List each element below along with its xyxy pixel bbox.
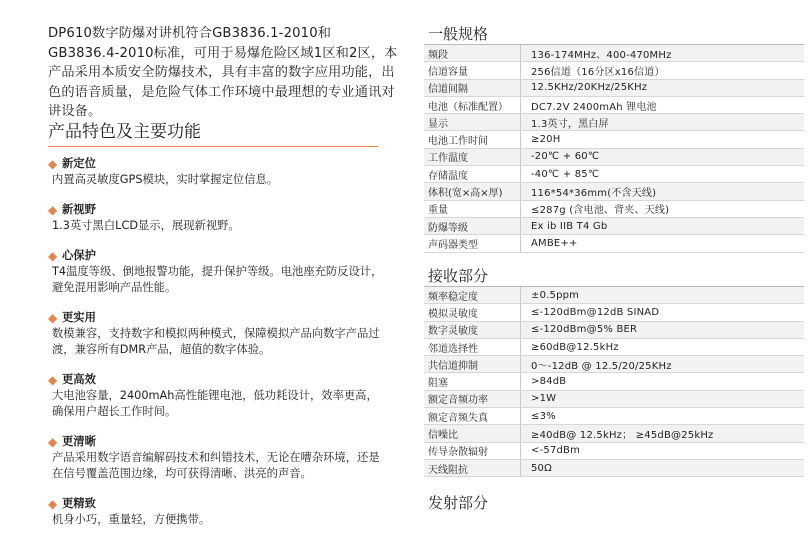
table-row bbox=[424, 321, 804, 338]
spec-value: 0～-12dB @ 12.5/20/25KHz bbox=[521, 356, 805, 373]
spec-key: 重量 bbox=[424, 200, 521, 217]
feature-item bbox=[48, 310, 388, 358]
feature-title: 更高效 bbox=[62, 373, 96, 386]
spec-key: 共信道抑制 bbox=[424, 356, 521, 373]
spec-key: 电池（标准配置） bbox=[424, 96, 521, 113]
spec-key: 数字灵敏度 bbox=[424, 321, 521, 338]
feature-desc: 大电池容量，2400mAh高性能锂电池，低功耗设计，效率更高，确保用户超长工作时间。 bbox=[52, 389, 378, 418]
feature-title: 更精致 bbox=[62, 497, 96, 510]
spec-key: 信道间隔 bbox=[424, 79, 521, 96]
spec-key: 额定音频功率 bbox=[424, 390, 521, 407]
transmit-spec-title: 发射部分 bbox=[428, 494, 489, 512]
table-row bbox=[424, 217, 804, 234]
spec-key: 存储温度 bbox=[424, 166, 521, 183]
diamond-bullet-icon: ◆ bbox=[48, 249, 58, 263]
spec-value: ≥40dB@ 12.5kHz； ≥45dB@25kHz bbox=[521, 425, 805, 442]
feature-title: 心保护 bbox=[62, 249, 96, 262]
diamond-bullet-icon: ◆ bbox=[48, 373, 58, 387]
feature-desc: 数模兼容，支持数字和模拟两种模式，保障模拟产品向数字产品过渡，兼容所有DMR产品，超值的数字体验。 bbox=[52, 327, 380, 356]
table-row bbox=[424, 62, 804, 79]
spec-value: ≥20H bbox=[521, 131, 805, 148]
table-row bbox=[424, 200, 804, 217]
diamond-bullet-icon: ◆ bbox=[48, 311, 58, 325]
table-row bbox=[424, 166, 804, 183]
spec-value: ±0.5ppm bbox=[521, 287, 805, 304]
feature-desc: T4温度等级、倒地报警功能，提升保护等级。电池座充防反设计，避免混用影响产品性能。 bbox=[52, 265, 383, 294]
receive-spec-title: 接收部分 bbox=[424, 266, 804, 287]
general-spec-title: 一般规格 bbox=[424, 24, 804, 45]
general-spec-section bbox=[424, 24, 804, 253]
spec-key: 体积(宽×高×厚) bbox=[424, 183, 521, 200]
diamond-bullet-icon: ◆ bbox=[48, 157, 58, 171]
spec-key: 阻塞 bbox=[424, 373, 521, 390]
spec-value: 256信道（16分区x16信道） bbox=[521, 62, 805, 79]
spec-key: 信噪比 bbox=[424, 425, 521, 442]
feature-desc: 1.3英寸黑白LCD显示，展现新视野。 bbox=[52, 219, 240, 232]
spec-key: 电池工作时间 bbox=[424, 131, 521, 148]
diamond-bullet-icon: ◆ bbox=[48, 497, 58, 511]
table-row bbox=[424, 183, 804, 200]
spec-key: 防爆等级 bbox=[424, 217, 521, 234]
diamond-bullet-icon: ◆ bbox=[48, 203, 58, 217]
feature-title: 新定位 bbox=[62, 157, 96, 170]
feature-item bbox=[48, 496, 388, 528]
table-row bbox=[424, 45, 804, 62]
spec-value: >84dB bbox=[521, 373, 805, 390]
general-spec-table bbox=[424, 45, 804, 253]
receive-spec-section bbox=[424, 266, 804, 477]
table-row bbox=[424, 114, 804, 131]
table-row bbox=[424, 235, 804, 252]
table-row bbox=[424, 459, 804, 476]
spec-key: 传导杂散辐射 bbox=[424, 442, 521, 459]
spec-key: 信道容量 bbox=[424, 62, 521, 79]
spec-value: DC7.2V 2400mAh 锂电池 bbox=[521, 96, 805, 113]
features-heading: 产品特色及主要功能 bbox=[48, 120, 378, 147]
table-row bbox=[424, 442, 804, 459]
spec-value: ≥60dB@12.5kHz bbox=[521, 338, 805, 355]
table-row bbox=[424, 131, 804, 148]
table-row bbox=[424, 96, 804, 113]
feature-desc: 内置高灵敏度GPS模块，实时掌握定位信息。 bbox=[52, 173, 279, 186]
spec-value: -20℃ + 60℃ bbox=[521, 148, 805, 165]
spec-key: 工作温度 bbox=[424, 148, 521, 165]
transmit-spec-section bbox=[424, 493, 804, 513]
spec-value: 116*54*36mm(不含天线) bbox=[521, 183, 805, 200]
spec-key: 频率稳定度 bbox=[424, 287, 521, 304]
table-row bbox=[424, 373, 804, 390]
table-row bbox=[424, 356, 804, 373]
receive-spec-table bbox=[424, 287, 804, 477]
spec-value: ≤287g (含电池、背夹、天线) bbox=[521, 200, 805, 217]
spec-value: -40℃ + 85℃ bbox=[521, 166, 805, 183]
spec-key: 频段 bbox=[424, 45, 521, 62]
table-row bbox=[424, 338, 804, 355]
spec-value: ≤3% bbox=[521, 408, 805, 425]
spec-value: ≤-120dBm@5% BER bbox=[521, 321, 805, 338]
feature-title: 更清晰 bbox=[62, 435, 96, 448]
spec-value: AMBE++ bbox=[521, 235, 805, 252]
table-row bbox=[424, 304, 804, 321]
spec-key: 模拟灵敏度 bbox=[424, 304, 521, 321]
feature-item bbox=[48, 202, 388, 234]
spec-value: 12.5KHz/20KHz/25KHz bbox=[521, 79, 805, 96]
spec-key: 声码器类型 bbox=[424, 235, 521, 252]
table-row bbox=[424, 408, 804, 425]
spec-value: ≤-120dBm@12dB SINAD bbox=[521, 304, 805, 321]
spec-value: >1W bbox=[521, 390, 805, 407]
table-row bbox=[424, 390, 804, 407]
feature-title: 更实用 bbox=[62, 311, 96, 324]
table-row bbox=[424, 425, 804, 442]
spec-key: 额定音频失真 bbox=[424, 408, 521, 425]
table-row bbox=[424, 148, 804, 165]
feature-item bbox=[48, 248, 388, 296]
spec-key: 显示 bbox=[424, 114, 521, 131]
spec-value: 1.3英寸，黑白屏 bbox=[521, 114, 805, 131]
spec-value: <-57dBm bbox=[521, 442, 805, 459]
feature-desc: 产品采用数字语音编解码技术和纠错技术，无论在嘈杂环境，还是在信号覆盖范围边缘，均可获得清晰、洪亮的声音。 bbox=[52, 451, 380, 480]
feature-item bbox=[48, 156, 388, 188]
intro-paragraph: DP610数字防爆对讲机符合GB3836.1-2010和GB3836.4-2010标准，可用于易爆危险区域1区和2区，本产品采用本质安全防爆技术，具有丰富的数字应用功能，出色的语音质量，是危险气体工作环境中最理想的专业通讯对讲设备。 bbox=[48, 26, 398, 119]
feature-item bbox=[48, 434, 388, 482]
feature-item bbox=[48, 372, 388, 420]
spec-value: Ex ib IIB T4 Gb bbox=[521, 217, 805, 234]
spec-key: 邻道选择性 bbox=[424, 338, 521, 355]
spec-key: 天线阻抗 bbox=[424, 459, 521, 476]
spec-value: 50Ω bbox=[521, 459, 805, 476]
feature-desc: 机身小巧，重量轻，方便携带。 bbox=[52, 513, 211, 526]
features-list bbox=[48, 156, 388, 542]
feature-title: 新视野 bbox=[62, 203, 96, 216]
diamond-bullet-icon: ◆ bbox=[48, 435, 58, 449]
spec-value: 136-174MHz、400-470MHz bbox=[521, 45, 805, 62]
table-row bbox=[424, 79, 804, 96]
table-row bbox=[424, 287, 804, 304]
